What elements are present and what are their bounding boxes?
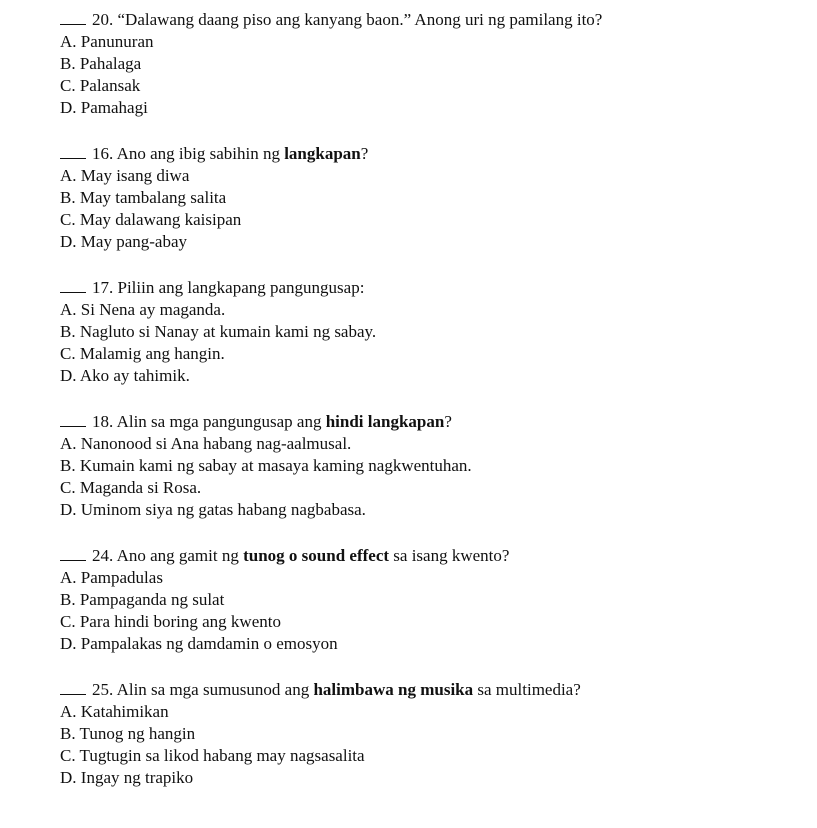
question-emphasis: halimbawa ng musika xyxy=(313,680,474,699)
answer-blank xyxy=(60,411,86,427)
answer-blank xyxy=(60,679,86,695)
question-prompt xyxy=(60,545,817,567)
answer-option: C. May dalawang kaisipan xyxy=(60,210,242,229)
answer-option: A. Pampadulas xyxy=(60,568,163,587)
answer-option: B. Pahalaga xyxy=(60,54,142,73)
answer-option: A. Katahimikan xyxy=(60,702,169,721)
question-number: 17. xyxy=(92,278,114,297)
question-text: Piliin ang langkapang pangungusap: xyxy=(117,278,365,297)
answer-option: B. May tambalang salita xyxy=(60,188,227,207)
question-emphasis: hindi langkapan xyxy=(325,412,445,431)
question-block xyxy=(60,143,817,253)
answer-option: C. Maganda si Rosa. xyxy=(60,478,202,497)
answer-option: C. Tugtugin sa likod habang may nagsasalita xyxy=(60,746,365,765)
question-prompt xyxy=(60,9,817,31)
answer-option: A. May isang diwa xyxy=(60,166,190,185)
answer-blank xyxy=(60,143,86,159)
question-block xyxy=(60,277,817,387)
answer-option: D. May pang-abay xyxy=(60,232,187,251)
answer-option: D. Ingay ng trapiko xyxy=(60,768,194,787)
question-emphasis: langkapan xyxy=(284,144,361,163)
answer-option: C. Palansak xyxy=(60,76,141,95)
question-prompt xyxy=(60,411,817,433)
question-number: 20. xyxy=(92,10,114,29)
question-block xyxy=(60,545,817,655)
question-block xyxy=(60,9,817,119)
answer-option: B. Pampaganda ng sulat xyxy=(60,590,225,609)
answer-option: D. Ako ay tahimik. xyxy=(60,366,190,385)
question-text: Alin sa mga pangungusap ang xyxy=(116,412,326,431)
answer-option: B. Tunog ng hangin xyxy=(60,724,196,743)
answer-option: C. Para hindi boring ang kwento xyxy=(60,612,281,631)
answer-blank xyxy=(60,545,86,561)
answer-option: D. Pamahagi xyxy=(60,98,148,117)
question-number: 24. xyxy=(92,546,114,565)
answer-blank xyxy=(60,277,86,293)
question-emphasis: tunog o sound effect xyxy=(243,546,390,565)
question-number: 18. xyxy=(92,412,114,431)
answer-option: A. Panunuran xyxy=(60,32,154,51)
answer-option: D. Pampalakas ng damdamin o emosyon xyxy=(60,634,338,653)
question-number: 25. xyxy=(92,680,114,699)
answer-option: B. Kumain kami ng sabay at masaya kaming nagkwentuhan. xyxy=(60,456,472,475)
question-text-end: ? xyxy=(444,412,452,431)
question-text: “Dalawang daang piso ang kanyang baon.” Anong uri ng pamilang ito? xyxy=(117,10,603,29)
question-number: 16. xyxy=(92,144,114,163)
question-text-end: sa multimedia? xyxy=(473,680,581,699)
answer-option: D. Uminom siya ng gatas habang nagbabasa. xyxy=(60,500,366,519)
question-text: Ano ang ibig sabihin ng xyxy=(116,144,285,163)
answer-option: C. Malamig ang hangin. xyxy=(60,344,225,363)
question-block xyxy=(60,679,817,789)
answer-option: B. Nagluto si Nanay at kumain kami ng sabay. xyxy=(60,322,377,341)
question-prompt xyxy=(60,277,817,299)
question-block xyxy=(60,411,817,521)
question-text: Ano ang gamit ng xyxy=(116,546,244,565)
answer-blank xyxy=(60,9,86,25)
question-text-end: ? xyxy=(360,144,369,163)
answer-option: A. Nanonood si Ana habang nag-aalmusal. xyxy=(60,434,352,453)
question-text-end: sa isang kwento? xyxy=(389,546,510,565)
question-prompt xyxy=(60,143,817,165)
question-text: Alin sa mga sumusunod ang xyxy=(116,680,314,699)
question-prompt xyxy=(60,679,817,701)
answer-option: A. Si Nena ay maganda. xyxy=(60,300,226,319)
